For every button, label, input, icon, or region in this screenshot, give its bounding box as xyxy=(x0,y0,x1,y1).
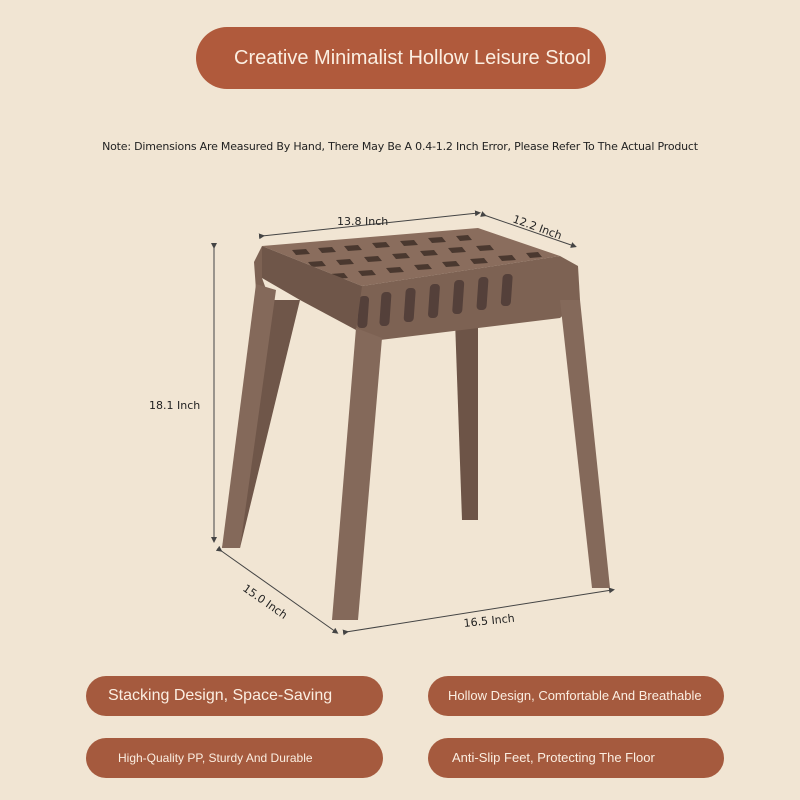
feature-text: Anti-Slip Feet, Protecting The Floor xyxy=(452,750,655,766)
top-width-label: 13.8 Inch xyxy=(337,215,389,228)
feature-badge-hollow xyxy=(428,676,724,716)
feature-badge-antislip xyxy=(428,738,724,778)
feature-text: High-Quality PP, Sturdy And Durable xyxy=(118,750,313,765)
feature-text: Hollow Design, Comfortable And Breathable xyxy=(448,688,702,704)
top-depth-label: 12.2 Inch xyxy=(510,212,564,243)
feature-badge-stacking xyxy=(86,676,383,716)
bottom-depth-label: 15.0 Inch xyxy=(240,581,290,622)
measurement-note: Note: Dimensions Are Measured By Hand, There May Be A 0.4-1.2 Inch Error, Please Refer To The Actual Product xyxy=(102,140,698,153)
feature-badge-material xyxy=(86,738,383,778)
height-label: 18.1 Inch xyxy=(149,399,201,412)
bottom-width-label: 16.5 Inch xyxy=(462,611,516,630)
page-title: Creative Minimalist Hollow Leisure Stool xyxy=(234,46,591,69)
feature-text: Stacking Design, Space-Saving xyxy=(108,686,333,704)
